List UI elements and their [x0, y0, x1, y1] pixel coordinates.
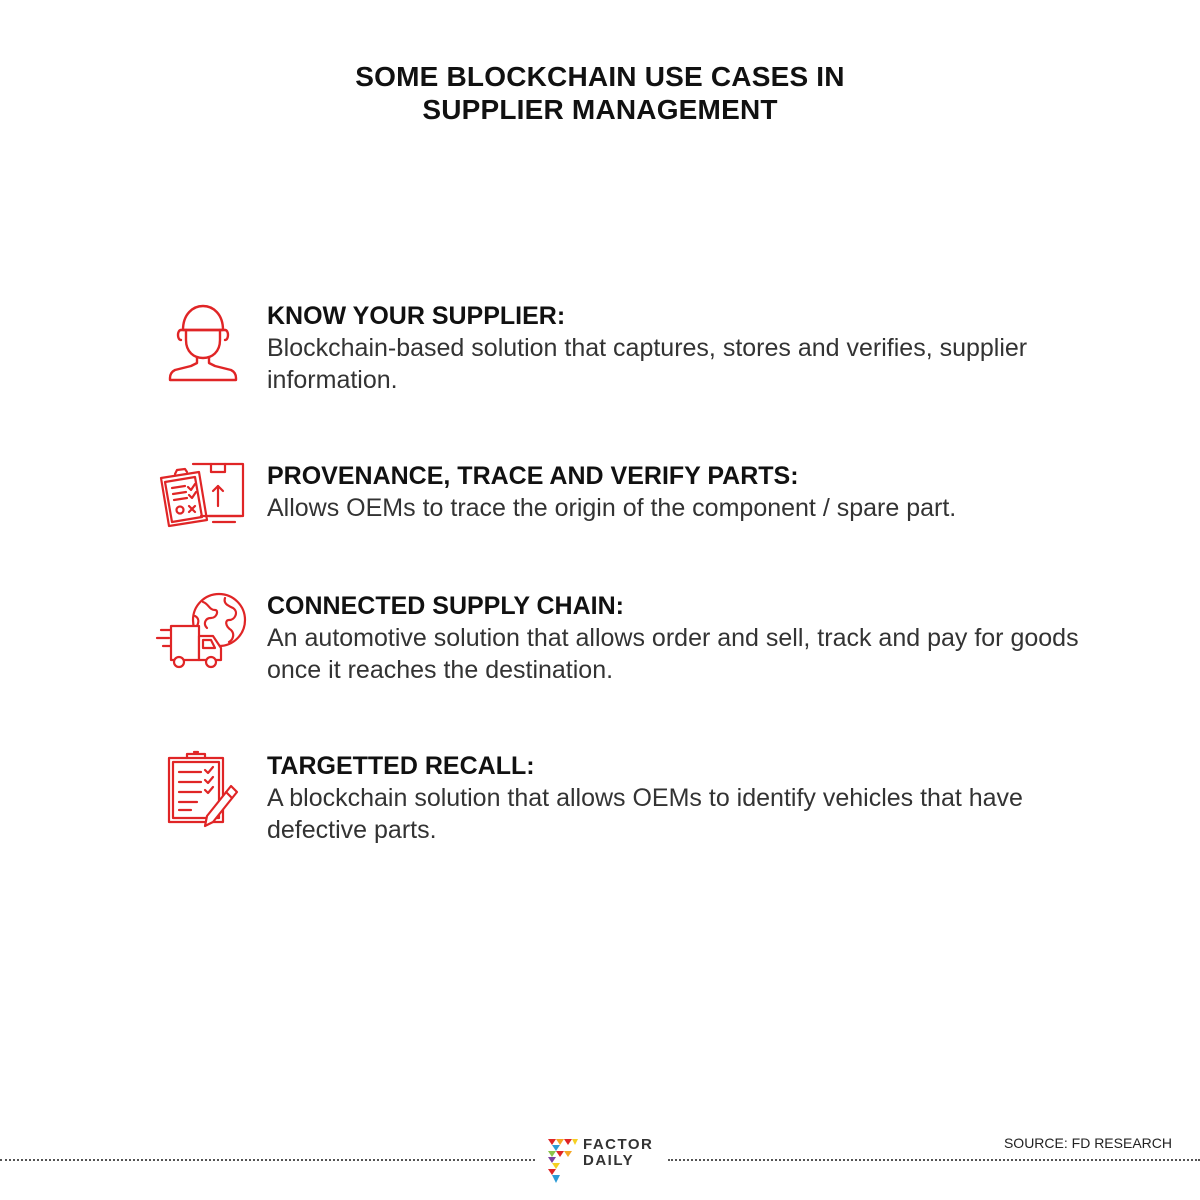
use-case-heading: TARGETTED RECALL:	[267, 752, 535, 780]
source-credit: SOURCE: FD RESEARCH	[1003, 1135, 1172, 1151]
use-case-know-your-supplier	[155, 300, 1115, 400]
logo-line-1: FACTOR	[583, 1136, 654, 1153]
footer-divider-right	[668, 1159, 1200, 1161]
use-case-provenance	[155, 460, 1115, 560]
supplier-person-icon	[155, 300, 251, 390]
factor-daily-logo	[546, 1137, 661, 1187]
footer-divider-left	[0, 1159, 535, 1161]
title-line-2: SUPPLIER MANAGEMENT	[422, 94, 778, 125]
logo-wordmark	[583, 1137, 653, 1169]
globe-truck-icon	[155, 590, 251, 680]
factor-daily-logo-mark-icon	[546, 1137, 578, 1185]
use-case-heading: PROVENANCE, TRACE AND VERIFY PARTS:	[267, 462, 799, 490]
use-case-description: Blockchain-based solution that captures, stores and verifies, supplier information.	[267, 334, 1028, 394]
checklist-pen-icon	[155, 750, 251, 840]
use-case-targetted-recall	[155, 750, 1115, 850]
logo-line-2: DAILY	[583, 1152, 635, 1169]
use-case-description: An automotive solution that allows order and sell, track and pay for goods once it reaches the destination.	[267, 624, 1079, 684]
use-case-description: A blockchain solution that allows OEMs to identify vehicles that have defective parts.	[267, 784, 1023, 844]
title-line-1: SOME BLOCKCHAIN USE CASES IN	[355, 61, 845, 92]
page-title	[0, 60, 1200, 126]
use-case-description: Allows OEMs to trace the origin of the component / spare part.	[267, 494, 957, 522]
use-case-heading: CONNECTED SUPPLY CHAIN:	[267, 592, 624, 620]
use-case-heading: KNOW YOUR SUPPLIER:	[267, 302, 566, 330]
clipboard-box-icon	[155, 460, 251, 550]
use-case-connected-supply-chain	[155, 590, 1115, 690]
